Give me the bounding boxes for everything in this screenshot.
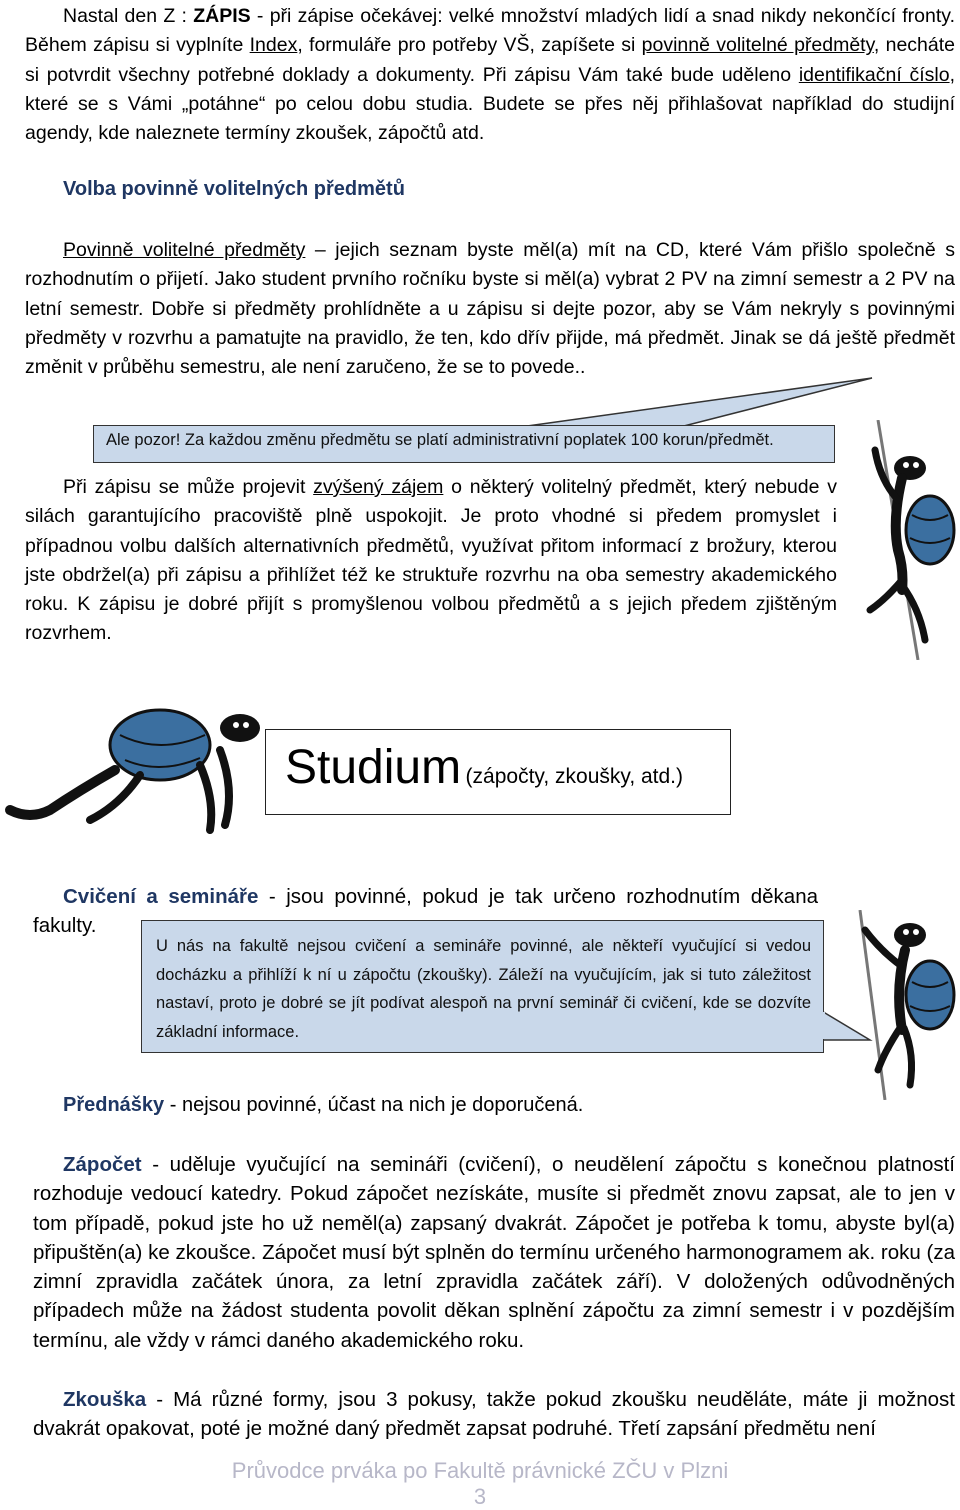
zajem-term: zvýšený zájem: [313, 476, 444, 498]
zkouska-paragraph: Zkouška - Má různé formy, jsou 3 pokusy, takže pokud zkoušku neuděláte, máte ji možnost dvakrát opakovat, poté je možné daný předmět zapsat podruhé. Třetí zapsání předmětu není: [33, 1388, 955, 1441]
volba-heading: Volba povinně volitelných předmětů: [63, 178, 405, 200]
zkouska-heading: Zkouška: [63, 1388, 147, 1411]
volba-paragraph: Povinně volitelné předměty – jejich seznam byste měl(a) mít na CD, které Vám přišlo společně s rozhodnutím o přijetí. Jako student prvního ročníku byste si měl(a) vybrat 2 PV na zimní semestr a 2 PV na letní semestr. Dobře si předměty prohlídněte a u zápisu si dejte pozor, aby se Vám nekryly s povinnými předměty v rozvrhu a pamatujte na pravidlo, že ten, kdo dřív přijde, má předmět. Jinak se dá ještě předmět změnit v průběhu semestru, ale není zaručeno, že se to povede..: [25, 239, 955, 379]
climber-icon: [840, 910, 960, 1100]
pvp-link: povinně volitelné předměty: [641, 34, 874, 57]
prednasky-heading: Přednášky: [63, 1094, 165, 1116]
prednasky-paragraph: Přednášky - nejsou povinné, účast na nich je doporučená.: [63, 1094, 584, 1116]
page-number: 3: [473, 1484, 487, 1509]
footer-title: Průvodce prváka po Fakultě právnické ZČU v Plzni: [231, 1458, 729, 1483]
pvp-term: Povinně volitelné předměty: [63, 239, 306, 261]
callout-pozor: Ale pozor! Za každou změnu předmětu se platí administrativní poplatek 100 korun/předmět.: [93, 425, 835, 463]
zapis-paragraph: Nastal den Z : ZÁPIS - při zápise očekávej: velké množství mladých lidí a snad nikdy nekončící fronty. Během zápisu si vyplníte Index, formuláře pro potřeby VŠ, zapíšete si povinně volitelné předměty, necháte si potvrdit všechny potřebné doklady a dokumenty. Při zápisu Vám také bude uděleno identifikační číslo, které se s Vámi „potáhne“ po celou dobu studia. Budete se přes něj přihlašovat například do studijní agendy, kde naleznete termíny zkoušek, zápočtů atd.: [25, 5, 956, 145]
cviceni-paragraph: Cvičení a semináře - jsou povinné, pokud je tak určeno rozhodnutím děkana fakulty.: [33, 885, 818, 938]
index-link: Index: [249, 34, 298, 57]
zapocet-paragraph: Zápočet - uděluje vyučující na semináři (cvičení), o neudělení zápočtu s konečnou platností rozhoduje vedoucí katedry. Pokud zápočet nezískáte, musíte si předmět znovu zapsat, ale to jen v tom případě, pokud jste ho už neměl(a) zapsaný dvakrát. Zápočet je potřeba k tomu, abyste byl(a) připuštěn(a) ke zkoušce. Zápočet musí být splněn do termínu určeného harmonogramem ak. roku (za zimní zpravidla začátek února, za letní zpravidla začátek září). V doložených odůvodněných případech může na žádost studenta povolit děkan splnění zápočtu za zimní semestr i v pozdějším termínu, ale vždy v rámci daného akademického roku.: [33, 1153, 955, 1352]
zapis-bold: ZÁPIS: [193, 5, 251, 27]
cviceni-heading: Cvičení a semináře: [63, 885, 259, 908]
zajem-paragraph: Při zápisu se může projevit zvýšený zájem o některý volitelný předmět, který nebude v silách garantujícího pracoviště plně uspokojit. Je proto vhodné si předem promyslet i případnou volbu dalších alternativních předmětů, využívat přitom informací z brožury, kterou jste obdržel(a) při zápisu a přihlížet též ke struktuře rozvrhu na oba semestry akademického roku. K zápisu je dobré přijít s promyšlenou volbou předmětů a s jejich předem zjištěným rozvrhem.: [25, 476, 837, 645]
id-number-term: identifikační číslo: [798, 63, 950, 86]
studium-title: Studium (zápočty, zkoušky, atd.): [285, 741, 684, 794]
zapocet-heading: Zápočet: [63, 1153, 142, 1176]
callout-cviceni: U nás na fakultě nejsou cvičení a semináře povinné, ale někteří vyučující si vedou docházku a přihlíží k ní u zápočtu (zkoušky). Záleží na vyučujícím, jak si tuto záležitost nastaví, proto je dobré se jít podívat alespoň na první seminář či cvičení, kde se dozvíte základní informace.: [141, 920, 824, 1053]
